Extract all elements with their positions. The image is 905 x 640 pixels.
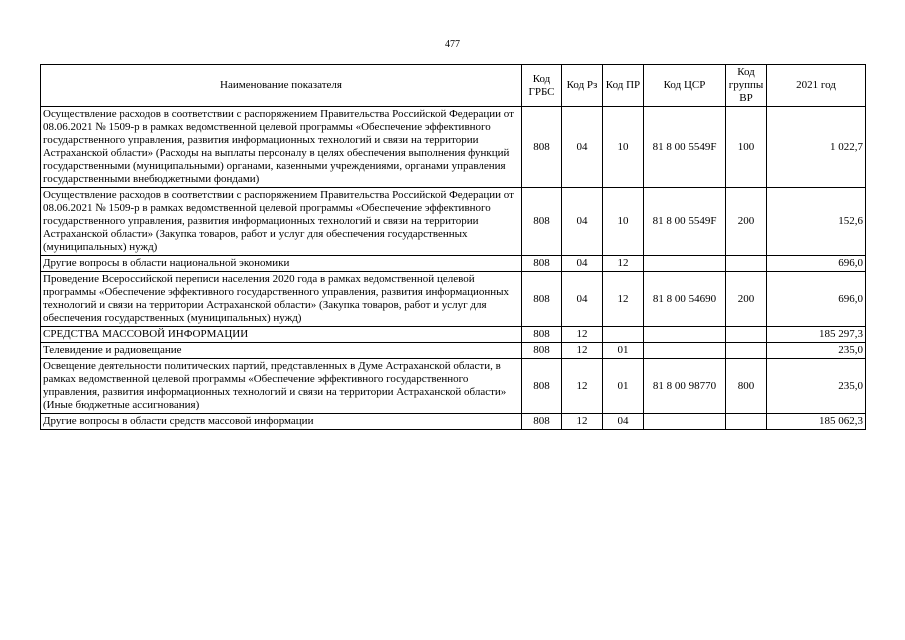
row-pr: 12 <box>603 272 644 327</box>
row-amount: 1 022,7 <box>767 107 866 188</box>
row-csr: 81 8 00 54690 <box>644 272 726 327</box>
row-name: Другие вопросы в области национальной экономики <box>41 256 522 272</box>
row-grbs: 808 <box>522 343 562 359</box>
table-row <box>41 414 866 430</box>
row-amount: 235,0 <box>767 343 866 359</box>
header-vr: Код группы ВР <box>726 65 767 107</box>
table-row <box>41 256 866 272</box>
header-csr: Код ЦСР <box>644 65 726 107</box>
page-number: 477 <box>445 39 460 50</box>
row-grbs: 808 <box>522 272 562 327</box>
table-row <box>41 272 866 327</box>
row-amount: 696,0 <box>767 272 866 327</box>
row-amount: 696,0 <box>767 256 866 272</box>
row-csr: 81 8 00 98770 <box>644 359 726 414</box>
row-csr <box>644 256 726 272</box>
table-header-row <box>41 65 866 107</box>
budget-table <box>40 64 866 430</box>
row-rz: 04 <box>562 272 603 327</box>
row-rz: 12 <box>562 327 603 343</box>
row-name: СРЕДСТВА МАССОВОЙ ИНФОРМАЦИИ <box>41 327 522 343</box>
row-name: Освещение деятельности политических партий, представленных в Думе Астраханской области, в рамках ведомственной целевой программы «Обеспечение эффективного государственного управления, развития информационных технологий и связи на территории Астраханской области» (Иные бюджетные ассигнования) <box>41 359 522 414</box>
row-csr <box>644 327 726 343</box>
header-grbs: Код ГРБС <box>522 65 562 107</box>
header-name: Наименование показателя <box>41 65 522 107</box>
row-amount: 185 062,3 <box>767 414 866 430</box>
table-row <box>41 359 866 414</box>
row-rz: 12 <box>562 343 603 359</box>
row-vr: 200 <box>726 272 767 327</box>
row-pr <box>603 327 644 343</box>
row-amount: 185 297,3 <box>767 327 866 343</box>
row-vr: 800 <box>726 359 767 414</box>
header-rz: Код Рз <box>562 65 603 107</box>
row-vr <box>726 256 767 272</box>
row-pr: 01 <box>603 343 644 359</box>
row-rz: 12 <box>562 414 603 430</box>
row-grbs: 808 <box>522 107 562 188</box>
row-pr: 12 <box>603 256 644 272</box>
row-rz: 04 <box>562 256 603 272</box>
row-grbs: 808 <box>522 359 562 414</box>
row-pr: 10 <box>603 188 644 256</box>
row-amount: 235,0 <box>767 359 866 414</box>
row-pr: 10 <box>603 107 644 188</box>
row-name: Телевидение и радиовещание <box>41 343 522 359</box>
row-vr: 100 <box>726 107 767 188</box>
row-csr <box>644 343 726 359</box>
row-csr <box>644 414 726 430</box>
row-rz: 12 <box>562 359 603 414</box>
row-name: Проведение Всероссийской переписи населения 2020 года в рамках ведомственной целевой программы «Обеспечение эффективного государственного управления, развития информационных технологий и связи на территории Астраханской области» (Закупка товаров, работ и услуг для обеспечения государственных (муниципальных) нужд) <box>41 272 522 327</box>
table-row <box>41 107 866 188</box>
row-csr: 81 8 00 5549F <box>644 107 726 188</box>
row-amount: 152,6 <box>767 188 866 256</box>
row-vr <box>726 414 767 430</box>
row-grbs: 808 <box>522 188 562 256</box>
header-pr: Код ПР <box>603 65 644 107</box>
row-pr: 01 <box>603 359 644 414</box>
table-row <box>41 188 866 256</box>
row-rz: 04 <box>562 107 603 188</box>
row-name: Осуществление расходов в соответствии с распоряжением Правительства Российской Федерации от 08.06.2021 № 1509-р в рамках ведомственной целевой программы «Обеспечение эффективного государственного управления, развития информационных технологий и связи на территории Астраханской области» (Расходы на выплаты персоналу в целях обеспечения выполнения функций государственными (муниципальными) органами, казенными учреждениями, органами управления государственными внебюджетными фондами) <box>41 107 522 188</box>
table-row <box>41 327 866 343</box>
row-grbs: 808 <box>522 256 562 272</box>
row-csr: 81 8 00 5549F <box>644 188 726 256</box>
row-grbs: 808 <box>522 327 562 343</box>
row-grbs: 808 <box>522 414 562 430</box>
row-vr: 200 <box>726 188 767 256</box>
row-name: Осуществление расходов в соответствии с распоряжением Правительства Российской Федерации от 08.06.2021 № 1509-р в рамках ведомственной целевой программы «Обеспечение эффективного государственного управления, развития информационных технологий и связи на территории Астраханской области» (Закупка товаров, работ и услуг для обеспечения государственных (муниципальных) нужд) <box>41 188 522 256</box>
row-name: Другие вопросы в области средств массовой информации <box>41 414 522 430</box>
row-rz: 04 <box>562 188 603 256</box>
row-pr: 04 <box>603 414 644 430</box>
table-row <box>41 343 866 359</box>
row-vr <box>726 343 767 359</box>
header-year: 2021 год <box>767 65 866 107</box>
row-vr <box>726 327 767 343</box>
